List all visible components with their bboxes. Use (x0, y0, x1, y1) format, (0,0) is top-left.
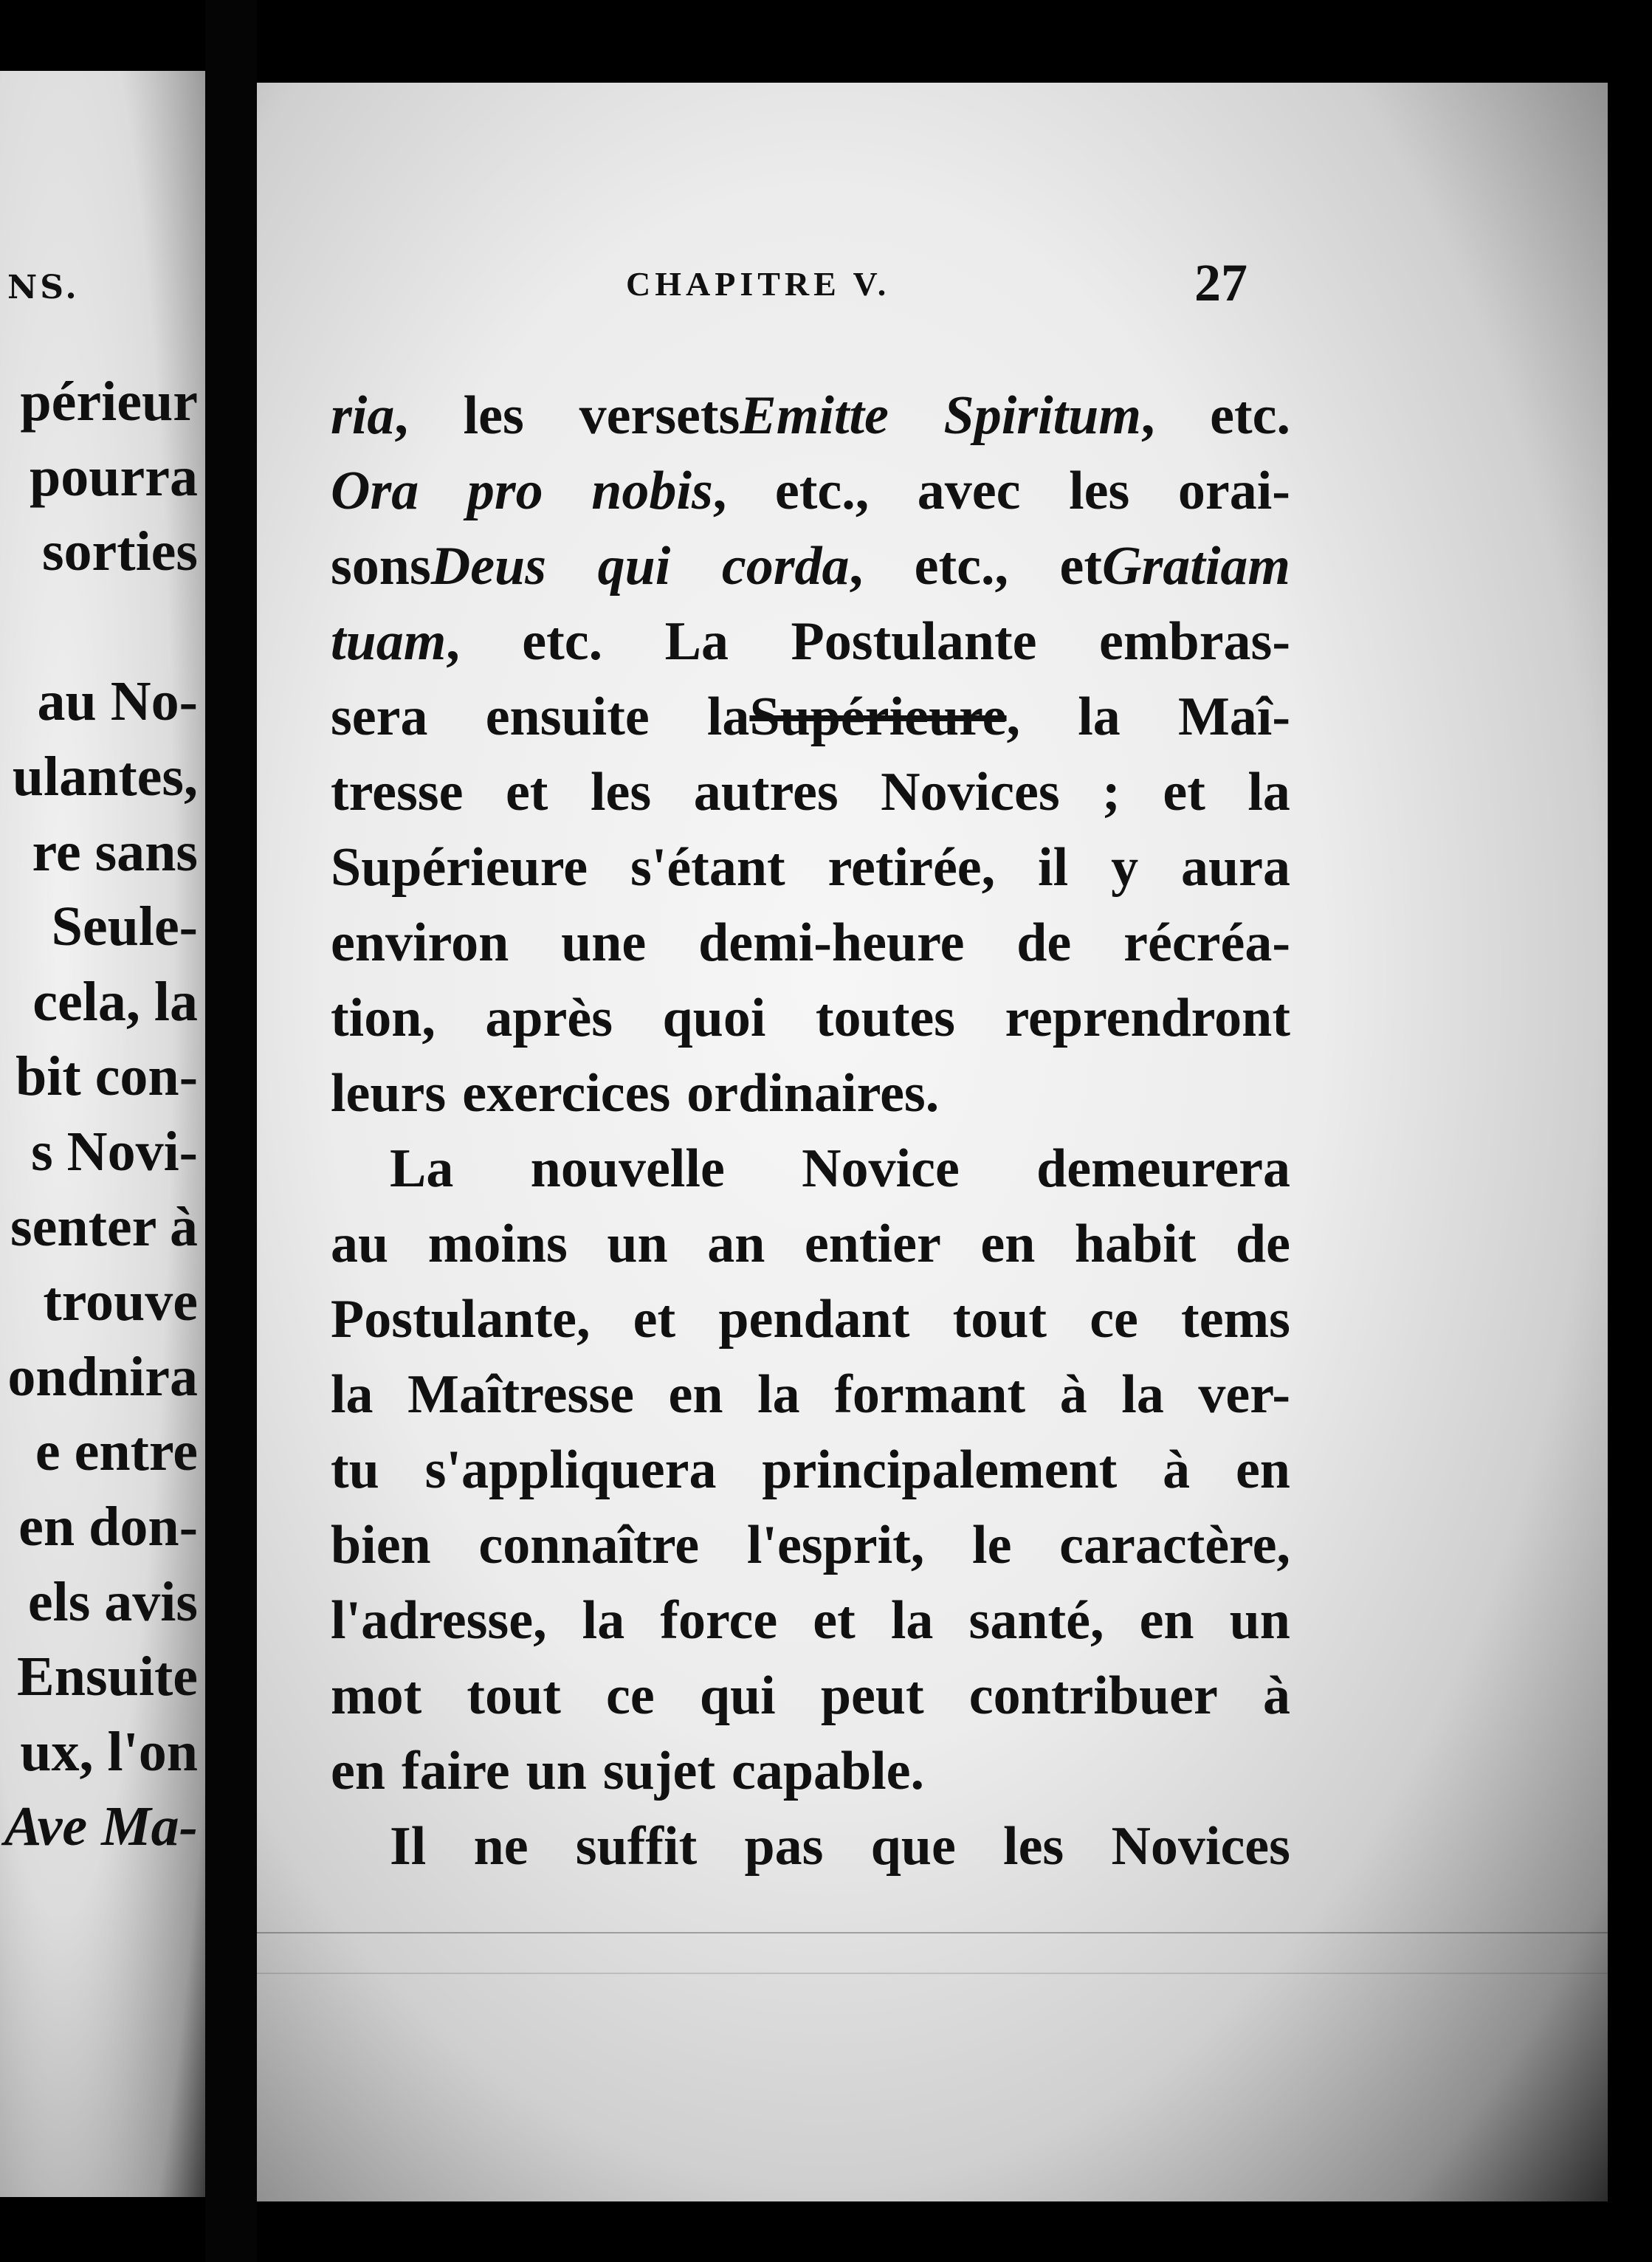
left-page-line: Ensuite (17, 1646, 198, 1708)
left-page-line: Seule- (51, 895, 198, 958)
left-page-line: au No- (37, 670, 198, 733)
text-line: Postulante, et pendant tout ce tems (331, 1289, 1290, 1350)
scan-artifact-line (257, 1973, 1608, 1974)
left-page-line: bit con- (16, 1045, 198, 1108)
text-line: Il ne suffit pas que les Novices (390, 1816, 1290, 1877)
text-line: tu s'appliquera principalement à en (331, 1440, 1290, 1500)
left-page-line: e entre (35, 1420, 198, 1483)
left-page-line: ulantes, (12, 745, 198, 808)
chapter-title: CHAPITRE V. (626, 265, 891, 303)
page-number: 27 (1194, 253, 1247, 312)
text-line: La nouvelle Novice demeurera (390, 1138, 1290, 1199)
text-line: mot tout ce qui peut contribuer à (331, 1665, 1290, 1726)
left-page-fragment (0, 71, 205, 2197)
left-page-line: en don- (18, 1495, 198, 1558)
left-page-line: cela, la (32, 970, 198, 1033)
book-gutter (205, 0, 257, 2262)
left-page-line: ondnira (7, 1345, 198, 1408)
left-page-line: els avis (27, 1570, 198, 1633)
text-line: leurs exercices ordinaires. (331, 1063, 940, 1124)
text-line: tion, après quoi toutes reprendront (331, 988, 1290, 1048)
text-line: bien connaître l'esprit, le caractère, (331, 1515, 1290, 1575)
text-line: tresse et les autres Novices ; et la (331, 762, 1290, 822)
text-line: l'adresse, la force et la santé, en un (331, 1590, 1290, 1651)
left-page-line (4, 590, 198, 665)
text-line: la Maîtresse en la formant à la ver- (331, 1364, 1290, 1425)
text-line: tuam, etc. La Postulante embras- (331, 611, 1290, 672)
text-line: environ une demi-heure de récréa- (331, 912, 1290, 973)
left-page-line: senter à (10, 1195, 198, 1258)
text-line: sonsDeus qui corda, etc., etGratiam (331, 536, 1290, 597)
left-page-line: pourra (30, 445, 198, 508)
running-head (257, 253, 1608, 319)
left-page-line: sorties (41, 520, 198, 583)
text-line: Ora pro nobis, etc., avec les orai- (331, 461, 1290, 521)
left-page-text (4, 365, 198, 1865)
text-line: ria, les versetsEmitte Spiritum, etc. (331, 385, 1290, 446)
text-line: en faire un sujet capable. (331, 1741, 925, 1801)
text-line: au moins un an entier en habit de (331, 1214, 1290, 1274)
left-page-line: périeur (20, 371, 198, 433)
scan-artifact-line (257, 1932, 1608, 1933)
body-text (331, 378, 1290, 1884)
text-line: Supérieure s'étant retirée, il y aura (331, 837, 1290, 898)
left-page-line: Ave Ma- (4, 1795, 198, 1858)
text-line: sera ensuite laSupérieure, la Maî- (331, 687, 1290, 747)
left-running-head: NS. (7, 269, 80, 306)
left-page-line: s Novi- (31, 1120, 198, 1183)
left-page-line: re sans (32, 820, 198, 883)
right-page (257, 83, 1608, 2201)
left-page-line: trouve (43, 1271, 198, 1333)
left-page-line: ux, l'on (20, 1720, 198, 1783)
